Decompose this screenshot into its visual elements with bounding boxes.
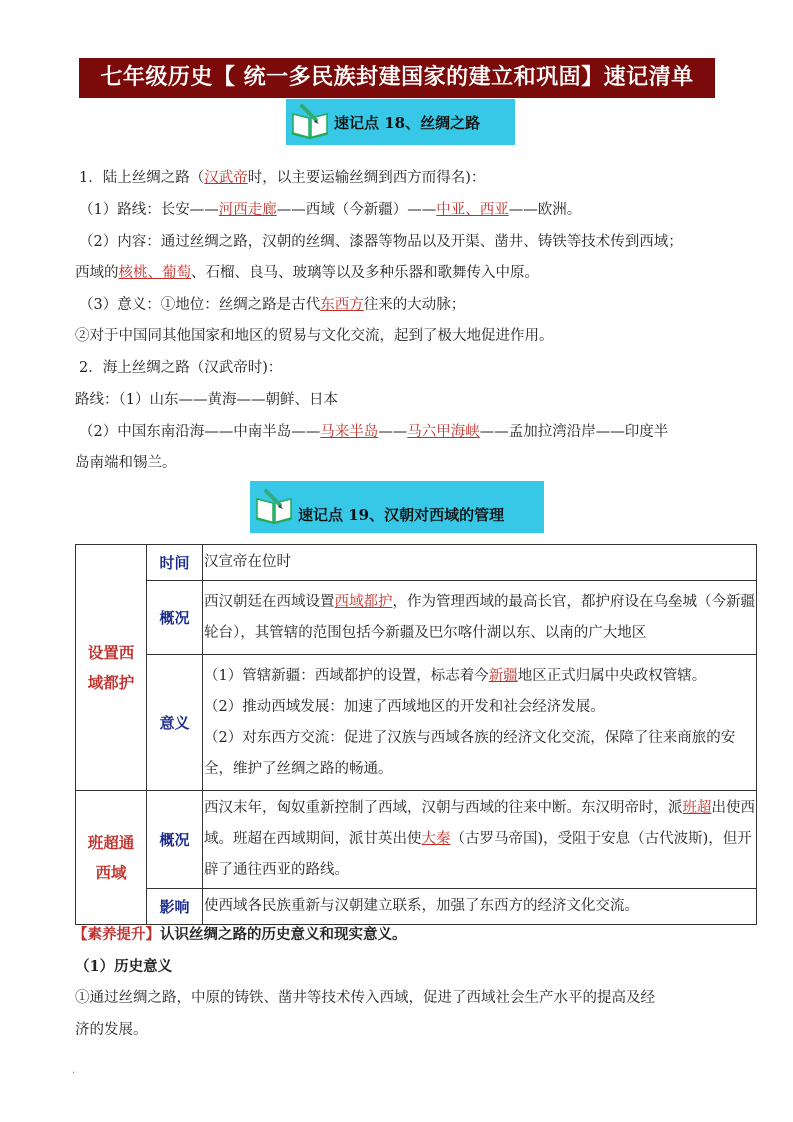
category-cell: 设置西域都护	[76, 545, 147, 791]
row-content: （1）管辖新疆：西域都护的设置，标志着今新疆地区正式归属中央政权管辖。 （2）推动西域发展：加速了西域地区的开发和社会经济发展。 （2）对东西方交流：促进了汉族与西域各族的经济文化交流，保障了往来商旅的安全，维护了丝绸之路的畅通。	[203, 655, 757, 791]
western-regions-table	[75, 544, 757, 925]
s18-line-9: （2）中国东南沿海——中南半岛——马来半岛——马六甲海峡——孟加拉湾沿岸——印度半	[79, 424, 669, 440]
s18-line-2: （1）路线：长安——河西走廊——西域（今新疆）——中亚、西亚——欧洲。	[79, 202, 582, 218]
row-label: 概况	[147, 581, 203, 655]
s18-line-5: （3）意义：①地位：丝绸之路是古代东西方往来的大动脉；	[79, 297, 466, 313]
category-cell: 班超通西域	[76, 791, 147, 925]
row-content: 西汉朝廷在西域设置西域都护，作为管理西域的最高长官，都护府设在乌垒城（今新疆轮台），其管辖的范围包括今新疆及巴尔喀什湖以东、以南的广大地区	[203, 581, 757, 655]
s18-line-6: ②对于中国同其他国家和地区的贸易与文化交流，起到了极大地促进作用。	[75, 328, 554, 344]
s18-line-4: 西域的核桃、葡萄、石榴、良马、玻璃等以及多种乐器和歌舞传入中原。	[75, 265, 539, 281]
footer-mark: ·	[72, 1068, 76, 1079]
table-row	[76, 791, 757, 889]
history-meaning-p1: ①通过丝绸之路，中原的铸铁、凿井等技术传入西域，促进了西域社会生产水平的提高及经	[75, 990, 655, 1006]
table-row	[76, 655, 757, 791]
literacy-heading: 【素养提升】认识丝绸之路的历史意义和现实意义。	[73, 926, 407, 943]
history-meaning-heading: （1）历史意义	[75, 958, 173, 975]
section-18-title: 速记点 18、丝绸之路	[334, 113, 481, 132]
row-label: 意义	[147, 655, 203, 791]
book-pencil-icon	[290, 102, 330, 142]
row-content: 西汉末年，匈奴重新控制了西域，汉朝与西域的往来中断。东汉明帝时，派班超出使西域。班超在西域期间，派甘英出使大秦（古罗马帝国)，受阻于安息（古代波斯)，但开辟了通往西亚的路线。	[203, 791, 757, 889]
s18-line-1: 1．陆上丝绸之路（汉武帝时，以主要运输丝绸到西方而得名)：	[79, 170, 486, 186]
row-content: 汉宣帝在位时	[203, 545, 757, 581]
s18-line-7: 2．海上丝绸之路（汉武帝时)：	[79, 360, 283, 376]
book-pencil-icon	[254, 487, 294, 527]
page-title: 七年级历史【 统一多民族封建国家的建立和巩固】速记清单	[79, 58, 715, 98]
row-label: 影响	[147, 889, 203, 925]
section-19-title: 速记点 19、汉朝对西域的管理	[298, 505, 505, 524]
row-content: 使西域各民族重新与汉朝建立联系，加强了东西方的经济文化交流。	[203, 889, 757, 925]
table-row	[76, 545, 757, 581]
section-19-heading	[250, 481, 544, 533]
section-18-heading	[286, 99, 515, 145]
s18-line-3: （2）内容：通过丝绸之路，汉朝的丝绸、漆器等物品以及开渠、凿井、铸铁等技术传到西域；	[79, 234, 683, 250]
row-label: 时间	[147, 545, 203, 581]
s18-line-8: 路线：（1）山东——黄海——朝鲜、日本	[75, 392, 338, 408]
table-row	[76, 889, 757, 925]
table-row	[76, 581, 757, 655]
row-label: 概况	[147, 791, 203, 889]
s18-line-10: 岛南端和锡兰。	[75, 455, 177, 471]
history-meaning-p2: 济的发展。	[75, 1022, 148, 1038]
